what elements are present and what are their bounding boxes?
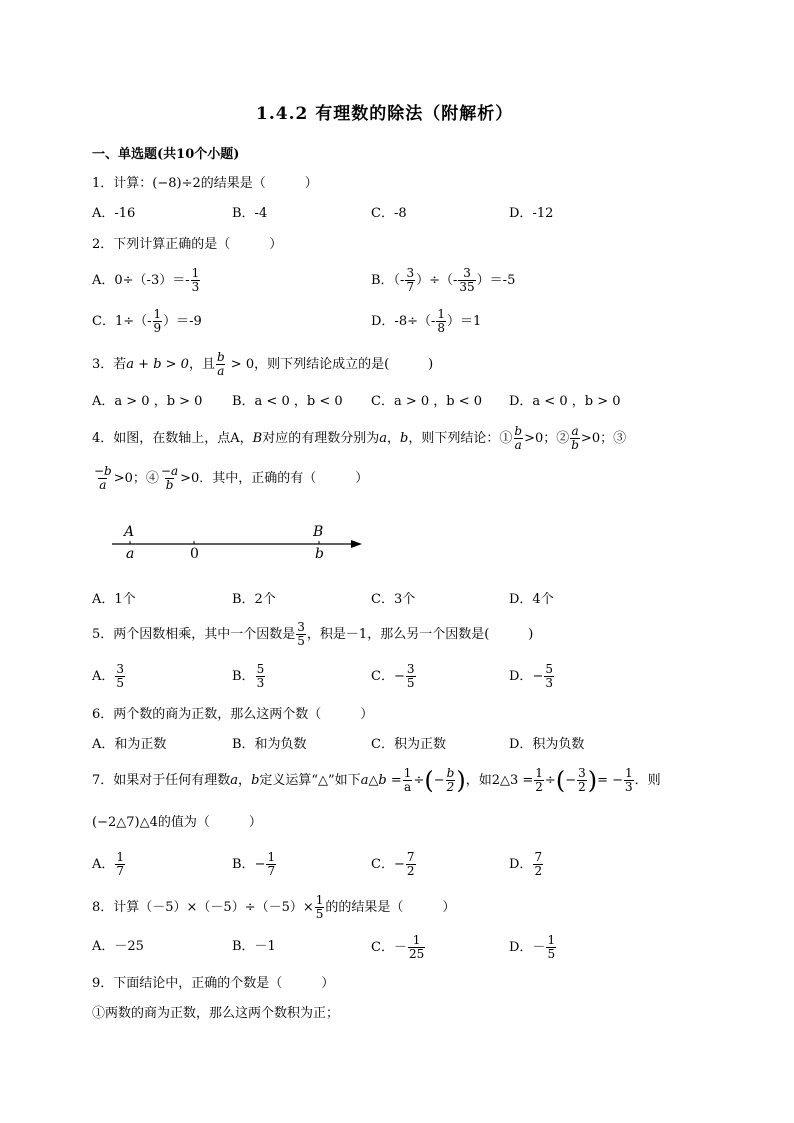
q5-stem-end: ，积是－1，那么另一个因数是( ) <box>306 627 534 642</box>
q4-fraction-2: $\frac{a}{b}$ <box>571 424 579 452</box>
q7-ex-fraction-1: $\frac{1}{2}$ <box>535 766 543 794</box>
page-title: 1.4.2 有理数的除法（附解析） <box>256 104 514 124</box>
q5-b-label: B． <box>232 669 255 684</box>
q4-var-b: b <box>400 431 409 446</box>
q4-rel-4: >0．其中，正确的有（ ） <box>180 471 369 486</box>
label-var-a: a <box>126 546 135 562</box>
section-heading: 一、单选题(共10个小题) <box>92 147 240 162</box>
q2-d-text: D．-8÷（- <box>371 314 436 329</box>
q7-option-c[interactable] <box>371 848 417 882</box>
question-1 <box>92 176 318 192</box>
q7-left-paren-2: ( <box>555 766 566 795</box>
q3-option-b[interactable]: B．a < 0 ，b < 0 <box>232 394 343 409</box>
q7-definition-left: a△b = <box>360 773 402 788</box>
q4-text-3: ，则下列结论：① <box>408 431 513 446</box>
q5-option-b[interactable] <box>232 660 266 694</box>
q6-option-c[interactable]: C．积为正数 <box>371 737 446 752</box>
label-point-b: B <box>313 524 324 540</box>
q3-stem-mid: ，且 <box>188 357 215 372</box>
q7-text-end: ．则 <box>634 773 661 788</box>
q7-example-start: ，如2△3 = <box>465 773 534 788</box>
q7-c-sign: − <box>393 857 405 872</box>
q8-c-fraction: $\frac{1}{25}$ <box>408 933 425 961</box>
question-5 <box>92 618 533 652</box>
q8-c-label: C．－ <box>371 940 407 955</box>
q7-def-fraction-2: $\frac{b}{2}$ <box>446 766 455 794</box>
q7-c-label: C． <box>371 857 394 872</box>
q2-b-fraction-1: $\frac{3}{7}$ <box>406 266 415 294</box>
q1-stem-end: 的结果是（ ） <box>200 176 318 191</box>
question-2: 2．下列计算正确的是（ ） <box>92 237 283 252</box>
q6-option-a[interactable]: A．和为正数 <box>92 737 167 752</box>
label-point-a: A <box>124 524 135 540</box>
q7-b-sign: − <box>254 857 266 872</box>
q7-option-d[interactable] <box>509 848 544 882</box>
q7-right-paren-2: ) <box>587 766 598 795</box>
q8-option-b[interactable]: B．－1 <box>232 939 276 954</box>
q4-rel-2: >0；③ <box>580 431 627 446</box>
q9-item-1: ①两数的商为正数，那么这两个数积为正； <box>92 1006 340 1021</box>
q7-d-fraction: $\frac{7}{2}$ <box>534 850 543 878</box>
question-3 <box>92 348 433 382</box>
q2-c-suffix: ）＝-9 <box>163 314 202 329</box>
q5-c-label: C． <box>371 669 394 684</box>
q4-rel-1: >0；② <box>524 431 570 446</box>
q8-d-label: D．－ <box>509 940 546 955</box>
label-zero: 0 <box>190 546 199 562</box>
q1-option-b[interactable]: B．-4 <box>232 206 268 221</box>
q3-fraction: $\frac{b}{a}$ <box>216 350 225 378</box>
q3-option-d[interactable]: D．a < 0 ，b > 0 <box>509 394 621 409</box>
q4-var-a: a <box>379 431 388 446</box>
q3-condition-2: > 0 <box>226 357 255 372</box>
q7-def-fraction-1: $\frac{1}{a}$ <box>403 766 412 794</box>
q7-b-fraction: $\frac{1}{7}$ <box>267 850 276 878</box>
q4-option-b[interactable]: B．2个 <box>232 592 276 607</box>
q8-d-fraction: $\frac{1}{5}$ <box>547 933 556 961</box>
q4-option-a[interactable]: A．1个 <box>92 592 136 607</box>
q2-b-suffix: ）＝-5 <box>476 273 516 288</box>
q7-a-label: A． <box>92 857 115 872</box>
q1-expression: (−8)÷2 <box>152 176 201 191</box>
q3-option-a[interactable]: A．a > 0 ，b > 0 <box>92 394 203 409</box>
q4-fraction-3: $\frac{-b}{a}$ <box>94 464 112 492</box>
q7-b-label: B． <box>232 857 255 872</box>
q3-condition-1: a + b > 0 <box>126 357 189 372</box>
q7-var-b: b <box>251 773 260 788</box>
q7-text-1: 7．如果对于任何有理数 <box>92 773 231 788</box>
q1-option-c[interactable]: C．-8 <box>371 206 407 221</box>
q4-comma: ， <box>387 431 401 446</box>
question-6: 6．两个数的商为正数，那么这两个数（ ） <box>92 707 374 722</box>
q7-equals: = − <box>597 773 624 788</box>
q7-c-fraction: $\frac{7}{2}$ <box>406 850 415 878</box>
q5-d-sign: − <box>532 669 544 684</box>
q5-d-fraction: $\frac{5}{3}$ <box>545 662 553 690</box>
q5-c-fraction: $\frac{3}{5}$ <box>406 662 415 690</box>
q7-text-rest: 的值为（ ） <box>157 815 262 830</box>
q1-stem-start: 1．计算： <box>92 176 153 191</box>
q8-stem-start: 8．计算（－5）×（－5）÷（－5）× <box>92 900 314 915</box>
q8-option-a[interactable]: A．－25 <box>92 939 144 954</box>
q3-option-c[interactable]: C．a > 0 ，b < 0 <box>371 394 483 409</box>
q7-div-1: ÷ <box>413 773 425 788</box>
q2-d-suffix: ）＝1 <box>447 314 482 329</box>
q7-a-fraction: $\frac{1}{7}$ <box>116 850 125 878</box>
question-8 <box>92 891 455 925</box>
q2-option-c[interactable] <box>92 305 202 339</box>
q5-option-d[interactable] <box>509 660 555 694</box>
q8-option-d[interactable] <box>509 931 557 965</box>
q4-fraction-4: $\frac{-a}{b}$ <box>160 464 179 492</box>
q5-b-fraction: $\frac{5}{3}$ <box>256 662 265 690</box>
q7-ex-fraction-2: $\frac{3}{2}$ <box>578 766 586 794</box>
q2-option-a[interactable] <box>92 264 201 298</box>
question-4-line-2 <box>92 462 368 496</box>
q5-fraction: $\frac{3}{5}$ <box>297 620 305 648</box>
question-9: 9．下面结论中，正确的个数是（ ） <box>92 976 335 991</box>
q4-text-1: 4．如图，在数轴上，点A， <box>92 431 253 446</box>
q2-b-text: B．（- <box>371 273 405 288</box>
q7-sep: ， <box>238 773 252 788</box>
question-7-line-2 <box>92 815 262 831</box>
q7-div-2: ÷ <box>544 773 556 788</box>
q5-a-fraction: $\frac{3}{5}$ <box>116 662 125 690</box>
q2-c-fraction: $\frac{1}{9}$ <box>153 307 162 335</box>
q7-d-label: D． <box>509 857 533 872</box>
q4-point-b: B <box>252 431 263 446</box>
q2-a-text: A．0÷（-3）＝- <box>92 273 190 288</box>
q4-fraction-1: $\frac{b}{a}$ <box>514 424 523 452</box>
q2-a-fraction: $\frac{1}{3}$ <box>191 266 200 294</box>
q3-stem-start: 3．若 <box>92 357 127 372</box>
q8-option-c[interactable] <box>371 931 426 965</box>
q1-option-a[interactable]: A．-16 <box>92 206 136 221</box>
q1-option-d[interactable]: D．-12 <box>509 206 554 221</box>
q2-c-text: C．1÷（- <box>92 314 152 329</box>
q7-expression: (−2△7)△4 <box>92 815 158 830</box>
q2-option-b[interactable] <box>371 264 515 298</box>
q7-option-b[interactable] <box>232 848 277 882</box>
q4-option-c[interactable]: C．3个 <box>371 592 416 607</box>
q4-text-2: 对应的有理数分别为 <box>262 431 380 446</box>
q2-b-fraction-2: $\frac{3}{35}$ <box>459 266 475 294</box>
q5-c-sign: − <box>393 669 405 684</box>
arrow-icon <box>351 540 362 548</box>
q6-option-d[interactable]: D．积为负数 <box>509 737 585 752</box>
q5-a-label: A． <box>92 669 115 684</box>
q7-option-a[interactable] <box>92 848 126 882</box>
q7-text-2: 定义运算“△”如下 <box>259 773 361 788</box>
q2-option-d[interactable] <box>371 305 481 339</box>
question-4-line-1 <box>92 422 626 456</box>
q5-option-c[interactable] <box>371 660 417 694</box>
q7-ex-fraction-3: $\frac{1}{3}$ <box>625 766 633 794</box>
q5-d-label: D． <box>509 669 533 684</box>
q7-right-paren-1: ) <box>456 766 466 795</box>
q3-stem-end: ，则下列结论成立的是( ) <box>254 357 434 372</box>
q4-rel-3: >0；④ <box>113 471 159 486</box>
q7-left-paren-1: ( <box>424 766 434 795</box>
q4-option-d[interactable]: D．4个 <box>509 592 554 607</box>
label-var-b: b <box>315 546 324 562</box>
q5-stem-start: 5．两个因数相乘，其中一个因数是 <box>92 627 296 642</box>
q8-fraction: $\frac{1}{5}$ <box>315 893 324 921</box>
number-line-figure <box>100 518 380 566</box>
q6-option-b[interactable]: B．和为负数 <box>232 737 307 752</box>
q2-b-mid: ）÷（- <box>416 273 458 288</box>
question-7-line-1: 7．如果对于任何有理数a，b定义运算“△”如下a△b = $\frac{1}{a}$ ÷(− $\frac{b}{2}$ )，如2△3 = $\frac{1}{2}$ ÷(− $\frac{3}{2}$ )= − $\frac{1}{3}$ ．则 <box>92 766 661 795</box>
q7-var-a: a <box>230 773 239 788</box>
q5-option-a[interactable] <box>92 660 126 694</box>
q8-stem-end: 的的结果是（ ） <box>325 900 456 915</box>
q2-d-fraction: $\frac{1}{8}$ <box>437 307 446 335</box>
